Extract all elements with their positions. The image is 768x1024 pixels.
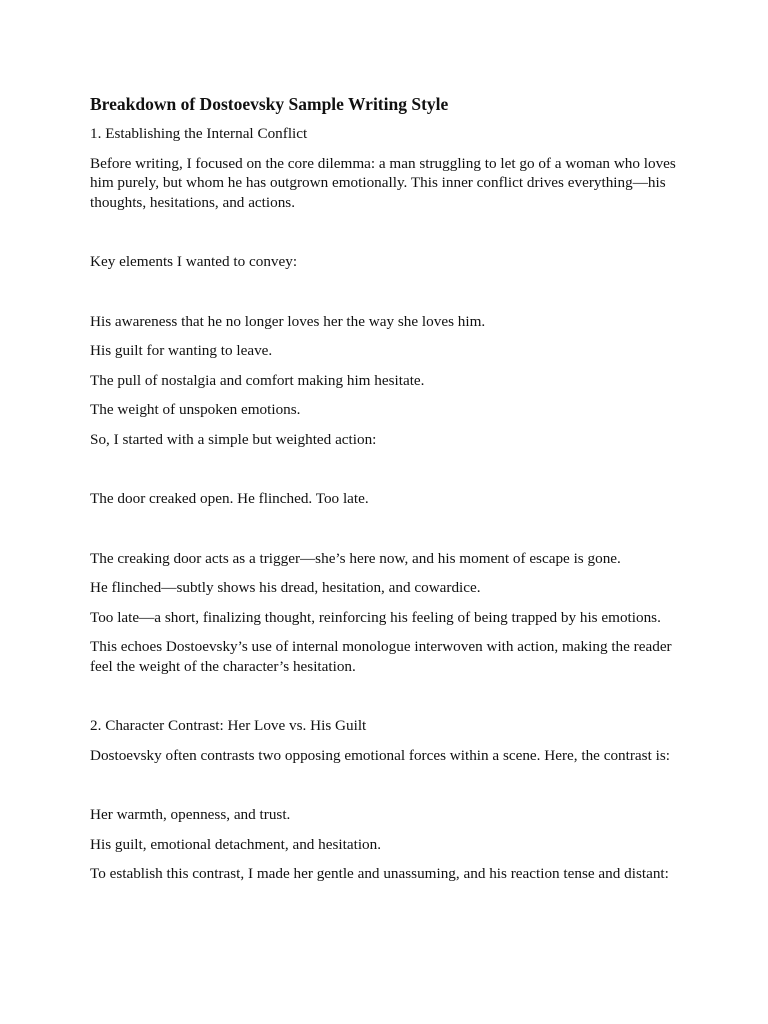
paragraph: Dostoevsky often contrasts two opposing emotional forces within a scene. Here, the contrast is: (90, 746, 670, 764)
paragraph: Key elements I wanted to convey: (90, 253, 298, 270)
document-title: Breakdown of Dostoevsky Sample Writing Style (90, 94, 449, 114)
list-item: He flinched—subtly shows his dread, hesitation, and cowardice. (90, 579, 481, 596)
paragraph: This echoes Dostoevsky’s use of internal monologue interwoven with action, making the reader feel the weight of the character’s hesitation. (90, 638, 672, 675)
list-item: Her warmth, openness, and trust. (90, 806, 291, 823)
list-item: His guilt, emotional detachment, and hesitation. (90, 835, 382, 853)
list-item: Too late—a short, finalizing thought, reinforcing his feeling of being trapped by his emotions. (90, 608, 661, 626)
list-item: His guilt for wanting to leave. (90, 342, 273, 359)
paragraph: To establish this contrast, I made her gentle and unassuming, and his reaction tense and distant: (90, 865, 669, 882)
paragraph: Before writing, I focused on the core dilemma: a man struggling to let go of a woman who loves him purely, but whom he has outgrown emotionally. This inner conflict drives everything—his thoughts, hesitations, and actions. (90, 154, 676, 211)
section-heading-2: 2. Character Contrast: Her Love vs. His Guilt (90, 717, 367, 734)
quoted-line: The door creaked open. He flinched. Too late. (90, 490, 369, 507)
list-item: The weight of unspoken emotions. (90, 401, 301, 418)
list-item: The pull of nostalgia and comfort making him hesitate. (90, 371, 425, 389)
section-heading-1: 1. Establishing the Internal Conflict (90, 125, 308, 142)
list-item: His awareness that he no longer loves her the way she loves him. (90, 312, 486, 330)
list-item: The creaking door acts as a trigger—she’s here now, and his moment of escape is gone. (90, 549, 621, 567)
paragraph: So, I started with a simple but weighted action: (90, 430, 377, 448)
document-page (90, 93, 690, 894)
